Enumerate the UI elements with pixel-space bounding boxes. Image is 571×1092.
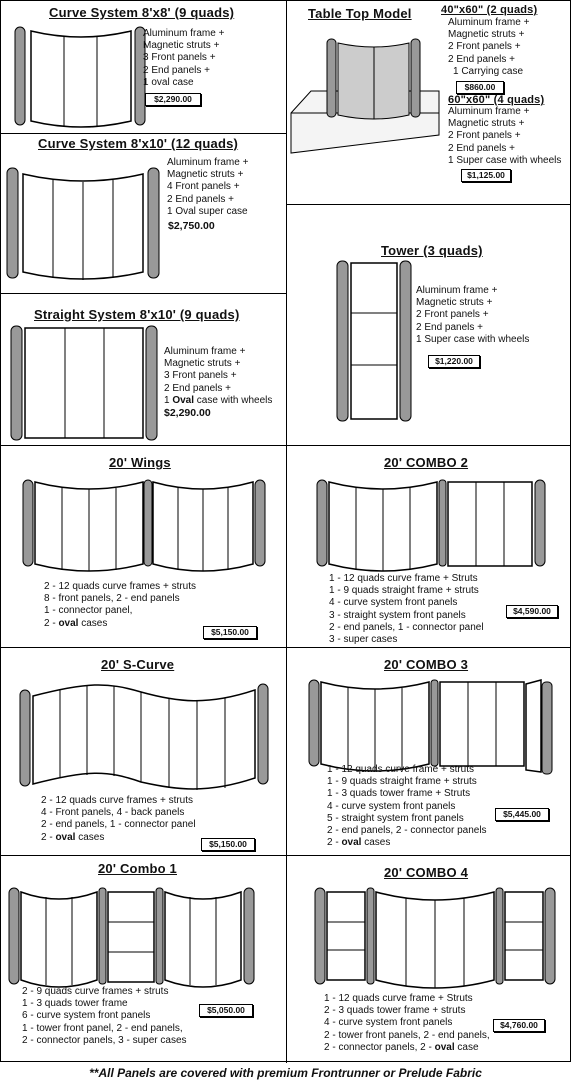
cell-tower [287,205,571,446]
combo-2-title: 20' COMBO 2 [384,455,469,470]
spec-line: Aluminum frame + [448,106,530,117]
spec-line: 8 - front panels, 2 - end panels [44,593,180,605]
table-top-title: Table Top Model [308,6,412,21]
spec-line: 1 - connector panel, [44,605,133,617]
spec-line: Aluminum frame + [167,157,249,168]
combo-1-illustration [5,884,267,994]
spec-line: 2 - 3 quads tower frame + struts [324,1005,466,1017]
wings-illustration [19,476,269,576]
table-top-60x60-title: 60"x60" (4 quads) [448,94,545,106]
spec-line: 2 - connector panels, 3 - super cases [22,1034,187,1046]
spec-line: 1 Super case with wheels [448,154,562,166]
cell-combo-2 [287,446,571,648]
spec-line: Magnetic struts + [448,29,525,41]
spec-line: 2 End panels + [448,142,515,154]
spec-line: Aluminum frame + [448,17,530,28]
straight-title: Straight System 8'x10' (9 quads) [34,307,240,322]
tower-specs [416,285,529,346]
tower-illustration [335,257,415,427]
spec-prefix: 1 [164,394,173,406]
spec-prefix: 2 - [327,837,342,849]
spec-bold: oval [434,1041,455,1053]
cell-table-top [287,1,571,205]
spec-bold: oval [341,837,362,849]
table-top-40x60-price: $860.00 [456,81,504,94]
spec-line: 2 - end panels, 1 - connector panel [329,621,484,633]
spec-line: Magnetic struts + [416,297,493,309]
table-top-40x60-title: 40"x60" (2 quads) [441,4,538,16]
combo-1-specs [22,986,187,1047]
spec-line: 2 - 9 quads curve frames + struts [22,986,169,997]
spec-line: 5 - straight system front panels [327,812,464,824]
straight-price: $2,290.00 [164,407,211,419]
cell-curve-8x8 [1,1,287,134]
combo-3-specs [327,764,487,849]
combo-1-price: $5,050.00 [199,1004,253,1017]
spec-line: Magnetic struts + [143,40,220,52]
spec-line: 4 - curve system front panels [324,1017,453,1029]
combo-4-specs [324,993,490,1054]
spec-suffix: cases [361,837,391,849]
spec-line: 1 - 9 quads straight frame + struts [327,776,477,788]
spec-line [327,837,487,849]
spec-line: 1 - 12 quads curve frame + struts [327,764,475,775]
table-top-60x60-specs [448,106,561,167]
spec-bold: Oval [172,394,195,406]
spec-line: 1 - 3 quads tower frame [22,998,128,1010]
curve-8x8-price: $2,290.00 [145,93,201,106]
combo-2-price: $4,590.00 [506,605,558,618]
combo-4-title: 20' COMBO 4 [384,865,469,880]
spec-line: 1 oval case [143,76,194,88]
table-top-40x60-specs [448,17,529,78]
spec-suffix: cases [75,831,105,843]
spec-suffix: case with wheels [194,394,273,406]
combo-3-price: $5,445.00 [495,808,549,821]
combo-1-title: 20' Combo 1 [98,861,177,876]
spec-line: Aluminum frame + [164,346,246,357]
spec-line: 3 Front panels + [164,370,237,382]
cell-straight [1,294,287,446]
spec-line: 3 Front panels + [143,52,216,64]
spec-bold: oval [55,831,76,843]
spec-line: 1 - tower front panel, 2 - end panels, [22,1022,183,1034]
spec-line: Magnetic struts + [167,169,244,181]
spec-line: 3 - super cases [329,634,398,646]
spec-bold: oval [58,617,79,629]
spec-line: Aluminum frame + [416,285,498,296]
spec-line [44,618,196,630]
spec-line: Magnetic struts + [164,358,241,370]
cell-s-curve [1,648,287,856]
s-curve-title: 20' S-Curve [101,657,175,672]
spec-line: 3 - straight system front panels [329,609,466,621]
spec-line: 2 End panels + [167,193,234,205]
tower-price: $1,220.00 [428,355,480,368]
spec-line: 2 - tower front panels, 2 - end panels, [324,1029,490,1041]
spec-line: Magnetic struts + [448,118,525,130]
curve-8x10-specs [167,157,248,218]
cell-wings [1,446,287,648]
s-curve-illustration [17,678,269,798]
combo-2-illustration [313,476,563,576]
spec-line: 1 Carrying case [453,65,524,77]
curve-8x10-illustration [3,164,165,284]
combo-3-illustration [305,676,567,776]
spec-line: 4 - curve system front panels [329,597,458,609]
table-top-60x60-price: $1,125.00 [461,169,511,182]
spec-line: 2 End panels + [143,64,210,76]
combo-3-title: 20' COMBO 3 [384,657,469,672]
combo-4-illustration [311,884,561,994]
spec-line [41,832,196,844]
curve-8x8-specs [143,28,224,89]
spec-suffix: cases [78,617,108,629]
spec-line: 2 Front panels + [448,41,521,53]
table-top-illustration [289,35,449,155]
spec-line: 2 - 12 quads curve frames + struts [41,795,194,806]
spec-line: 4 Front panels + [167,181,240,193]
tower-title: Tower (3 quads) [381,243,483,258]
spec-line: 2 Front panels + [416,309,489,321]
cell-combo-3 [287,648,571,856]
straight-specs [164,346,272,407]
spec-line: Aluminum frame + [143,28,225,39]
spec-line: 2 End panels + [448,53,515,65]
fabric-footnote: **All Panels are covered with premium Frontrunner or Prelude Fabric [89,1066,482,1080]
spec-prefix: 2 - connector panels, 2 - [324,1041,435,1053]
spec-line: 1 Super case with wheels [416,333,530,345]
spec-line [164,395,272,407]
spec-line: 2 End panels + [416,321,483,333]
combo-2-specs [329,573,484,646]
combo-4-price: $4,760.00 [493,1019,545,1032]
s-curve-specs [41,795,196,844]
s-curve-price: $5,150.00 [201,838,255,851]
spec-line: 2 End panels + [164,382,231,394]
spec-line: 1 - 12 quads curve frame + Struts [324,993,473,1004]
spec-line: 1 Oval super case [167,205,248,217]
spec-prefix: 2 - [41,831,56,843]
cell-curve-8x10 [1,134,287,294]
spec-line: 4 - curve system front panels [327,800,456,812]
curve-8x10-title: Curve System 8'x10' (12 quads) [38,136,239,151]
curve-8x8-illustration [9,21,139,131]
spec-prefix: 2 - [44,617,59,629]
spec-suffix: case [454,1041,479,1053]
curve-8x10-price: $2,750.00 [168,220,215,232]
curve-8x8-title: Curve System 8'x8' (9 quads) [49,5,235,20]
spec-line: 2 - end panels, 2 - connector panels [327,825,487,837]
spec-line: 1 - 3 quads tower frame + Struts [327,788,471,800]
spec-line: 2 Front panels + [448,130,521,142]
spec-line: 1 - 12 quads curve frame + Struts [329,573,478,584]
straight-illustration [9,324,159,444]
spec-line [324,1042,490,1054]
spec-line: 4 - Front panels, 4 - back panels [41,807,185,819]
cell-combo-4 [287,856,571,1063]
spec-line: 2 - end panels, 1 - connector panel [41,819,196,831]
wings-price: $5,150.00 [203,626,257,639]
spec-line: 2 - 12 quads curve frames + struts [44,581,197,592]
cell-combo-1 [1,856,287,1063]
wings-title: 20' Wings [109,455,171,470]
spec-line: 1 - 9 quads straight frame + struts [329,585,479,597]
spec-line: 6 - curve system front panels [22,1010,151,1022]
wings-specs [44,581,196,630]
